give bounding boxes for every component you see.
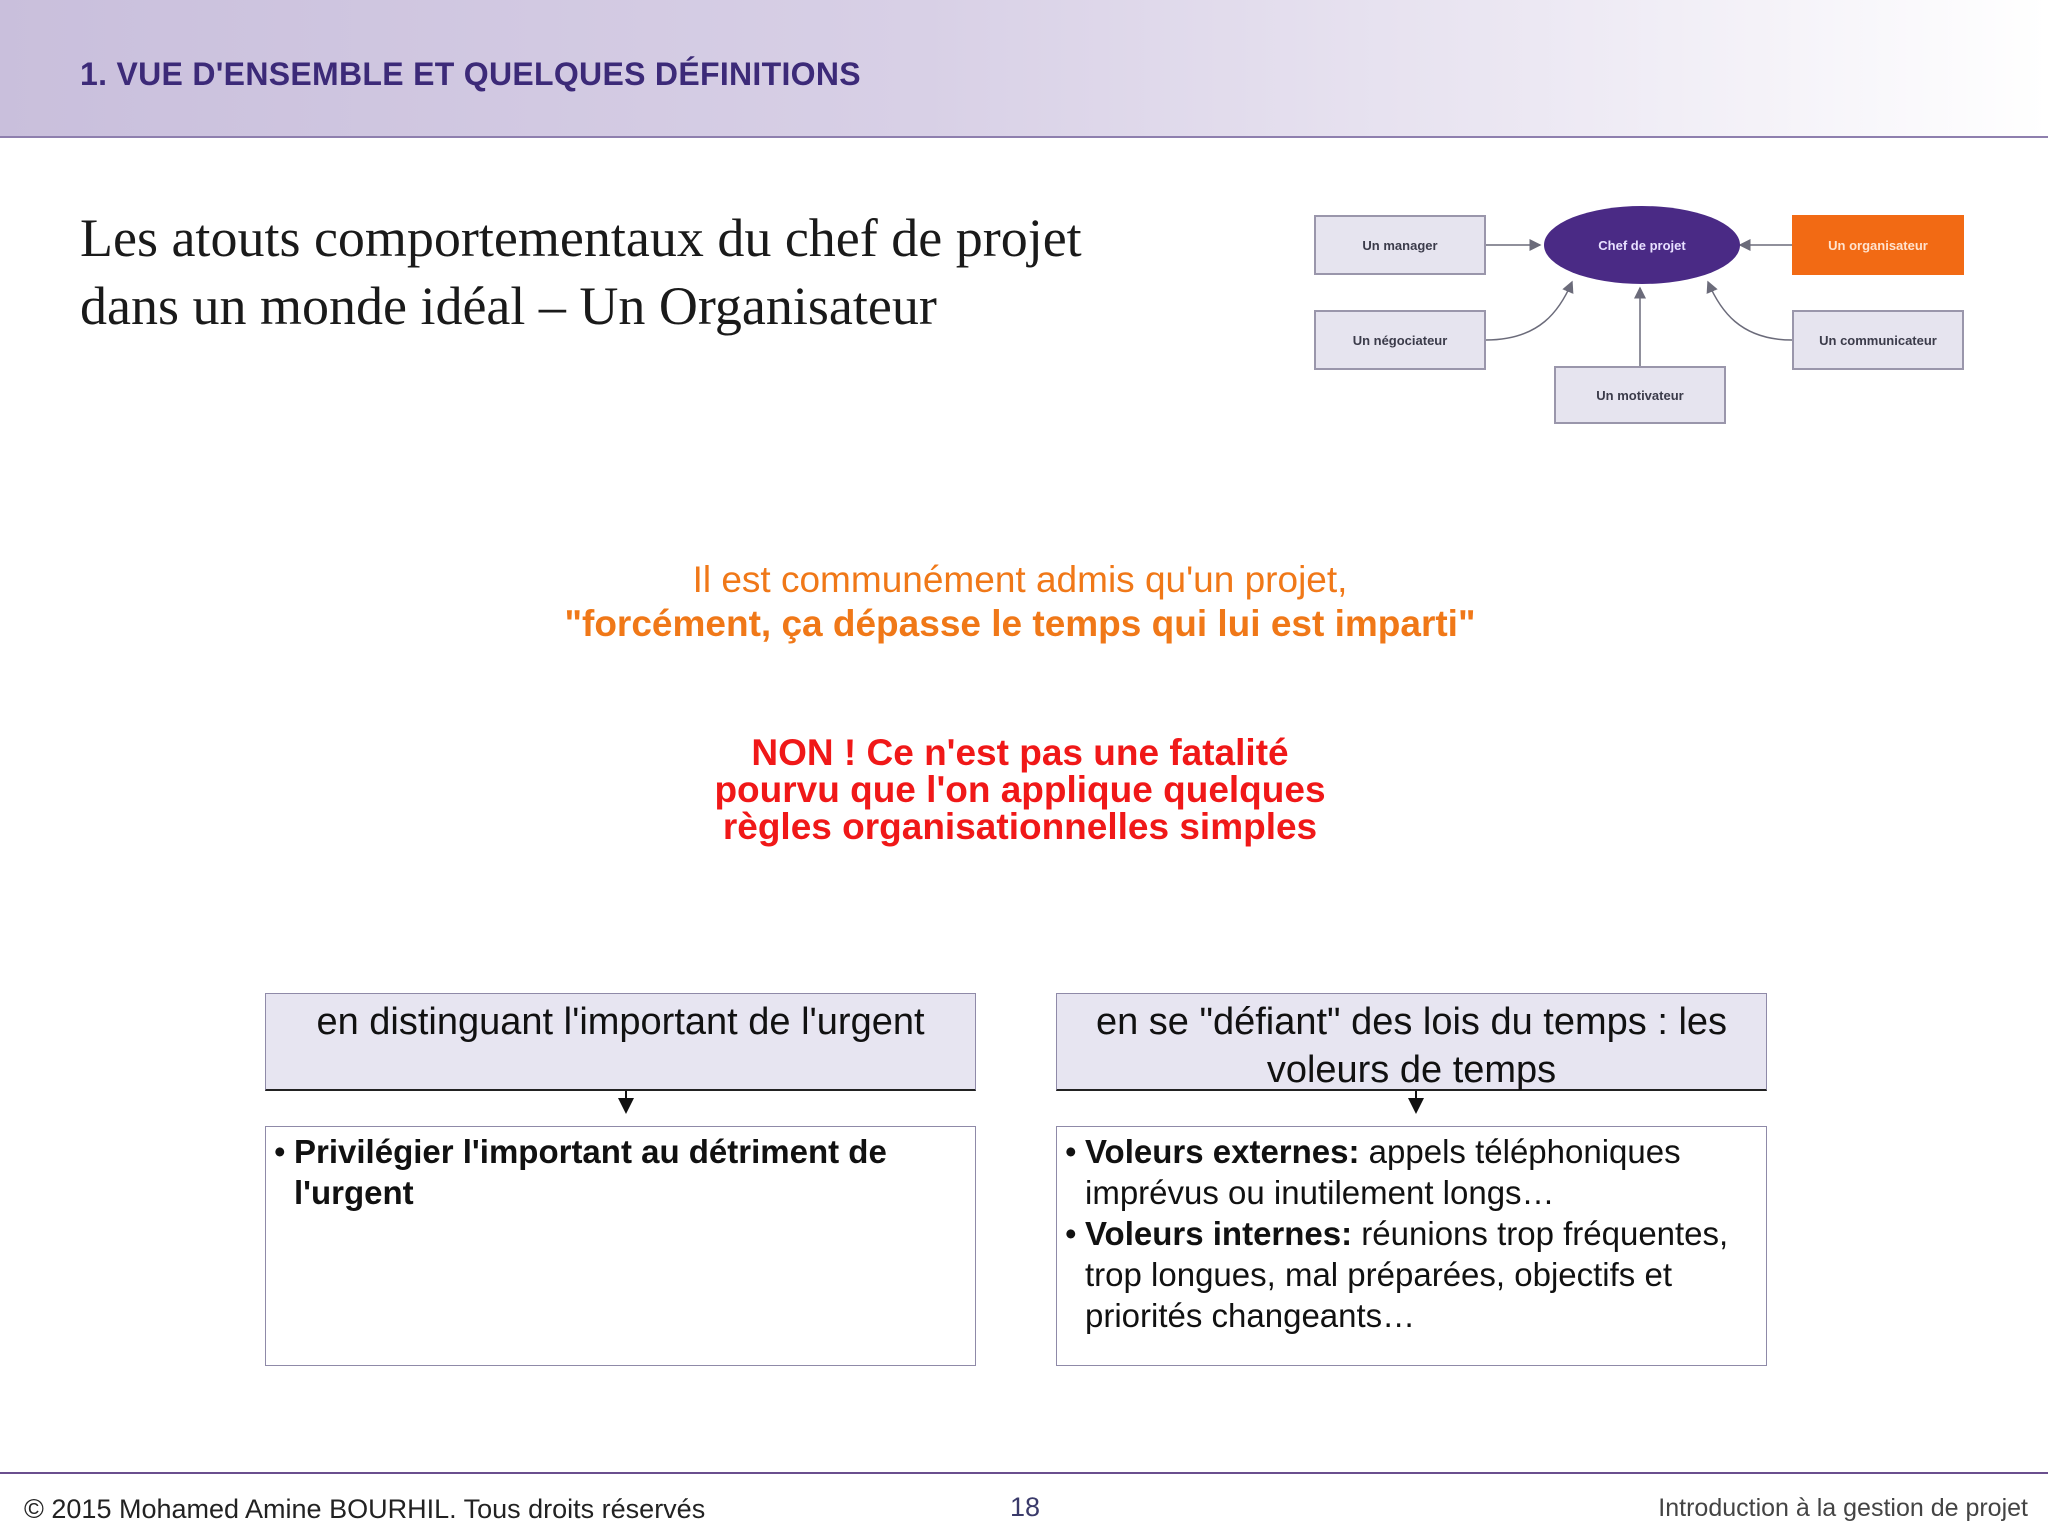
rebuttal-line1: NON ! Ce n'est pas une fatalité [751,732,1289,773]
bullet-icon: • [1065,1133,1077,1170]
connector-negociateur [1486,282,1572,340]
footer-course-title: Introduction à la gestion de projet [1658,1494,2028,1522]
header-band [0,0,2048,138]
diagram-center-chef: Chef de projet [1544,206,1740,284]
left-heading: en distinguant l'important de l'urgent [316,1001,925,1043]
section-title: 1. VUE D'ENSEMBLE ET QUELQUES DÉFINITIONS [80,56,861,92]
right-bullet1-label: Voleurs externes: [1085,1133,1360,1170]
list-item [1065,1213,1758,1336]
statement-block [420,558,1620,646]
bullet-icon: • [1065,1215,1077,1252]
list-item [274,1131,967,1213]
diagram-box-motivateur: Un motivateur [1554,366,1726,424]
footer-page-number: 18 [1009,1492,1041,1522]
diagram-box-communicateur: Un communicateur [1792,310,1964,370]
statement-line1: Il est communément admis qu'un projet, [692,559,1348,600]
right-bullet1-text: appels téléphoniques imprévus ou inutilement longs… [1085,1133,1681,1211]
rebuttal-line2: pourvu que l'on applique quelques [714,769,1326,810]
connector-communicateur [1708,282,1792,340]
right-heading-box [1056,993,1767,1091]
right-bullet2 [1085,1213,1758,1336]
footer-copyright: © 2015 Mohamed Amine BOURHIL. Tous droits réservés [24,1494,706,1524]
footer-divider [0,1472,2048,1474]
slide-title-line1: Les atouts comportementaux du chef de projet [80,208,1082,268]
slide-title-line2: dans un monde idéal – Un Organisateur [80,276,937,336]
rebuttal-block [520,734,1520,845]
right-bullet1 [1085,1131,1758,1213]
diagram-box-negociateur: Un négociateur [1314,310,1486,370]
right-content-box [1056,1126,1767,1366]
diagram-box-manager: Un manager [1314,215,1486,275]
right-bullet2-text: réunions trop fréquentes, trop longues, mal préparées, objectifs et priorités changeants… [1085,1215,1729,1334]
left-content-box [265,1126,976,1366]
list-item [1065,1131,1758,1213]
left-heading-box [265,993,976,1091]
right-bullet2-label: Voleurs internes: [1085,1215,1353,1252]
rebuttal-line3: règles organisationnelles simples [722,806,1318,847]
diagram-box-organisateur: Un organisateur [1792,215,1964,275]
slide-title [80,204,1240,340]
left-arrow-down-icon [618,1098,634,1114]
right-heading: en se "défiant" des lois du temps : les voleurs de temps [1095,1001,1728,1091]
role-diagram [1300,200,1980,440]
bullet-icon: • [274,1133,286,1170]
statement-line2: "forcément, ça dépasse le temps qui lui est imparti" [564,603,1476,644]
right-arrow-down-icon [1408,1098,1424,1114]
left-bullet1: Privilégier l'important au détriment de l'urgent [294,1133,887,1211]
